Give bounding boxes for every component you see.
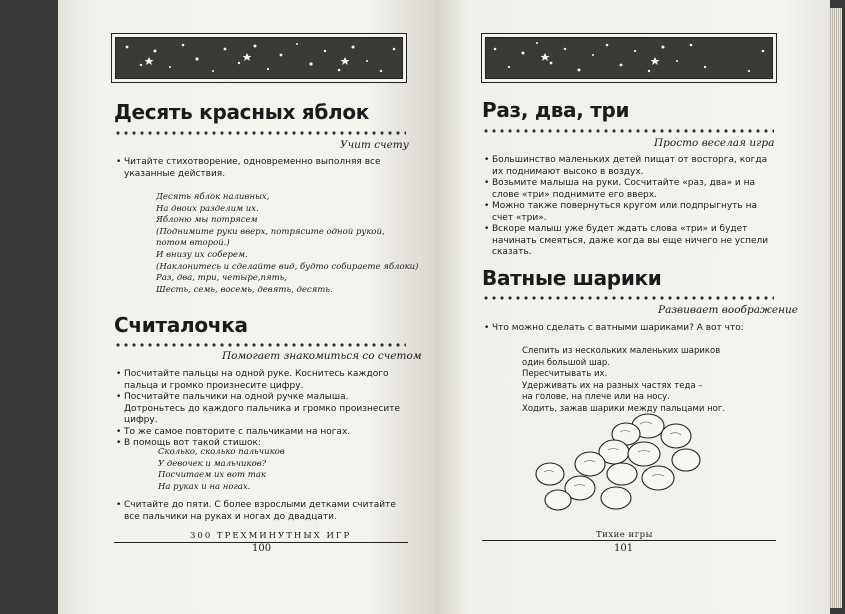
poem-line: один большой шар. [522,357,611,368]
stars-icon [115,37,403,79]
poem-line: Посчитаем их вот так [158,470,266,481]
page-number: 100 [252,543,272,554]
bullet-item: • Вскоре малыш уже будет ждать слова «три» и будет начинать смеяться, даже когда вы еще ничего не успели сказать. [484,224,772,259]
section-subtitle: Учит счету [340,139,409,151]
poem-line: (Наклонитесь и сделайте вид, будто собираете яблоки) [156,261,419,272]
bullet-item: • Большинство маленьких детей пищат от восторга, когда их поднимают высоко в воздух. [484,155,772,178]
footer-rule [482,540,776,541]
poem-block [156,192,418,296]
section-subtitle: Помогает знакомиться со счетом [222,350,422,362]
left-page [58,0,436,614]
right-page [436,0,830,614]
bullet-item: • Можно также повернуться кругом или подпрыгнуть на счет «три». [484,201,772,224]
bullet-item: • Читайте стихотворение, одновременно выполняя все указанные действия. [116,157,402,180]
moon-and-stars-icon [485,37,773,79]
section-bullets [116,157,402,180]
section-title: Раз, два, три [482,98,630,122]
poem-block [158,447,285,493]
dotted-divider [114,130,406,136]
poem-line: (Поднимите руки вверх, потрясите одной рукой, [156,226,385,237]
poem-line: И внизу их соберем. [156,249,248,260]
poem-line: Шесть, семь, восемь, девять, десять. [156,284,333,295]
bullet-item: • Возьмите малыша на руки. Сосчитайте «раз, два» и на слове «три» поднимите его вверх. [484,178,772,201]
dotted-divider [482,128,774,134]
bullet-item: • То же самое повторите с пальчиками на ногах. [116,427,402,439]
section-bullets [484,155,772,259]
page-number: 101 [614,543,634,554]
section-subtitle: Просто веселая игра [654,137,775,149]
running-footer: Тихие игры [596,530,653,540]
night-sky-banner [112,34,406,82]
section-subtitle: Развивает воображение [658,304,798,316]
poem-line: Сколько, сколько пальчиков [158,447,285,457]
poem-line: Десять яблок наливных, [156,192,270,202]
closing-paragraph [116,500,404,523]
poem-line: Раз, два, три, четыре,пять, [156,273,287,284]
poem-line: На руках и на ногах. [158,481,251,492]
dotted-divider [482,295,774,301]
poem-line: У девочек и мальчиков? [158,458,267,469]
poem-line: на голове, на плече или на носу. [522,392,670,403]
bullet-item: • Посчитайте пальчики на одной ручке малыша. Дотроньтесь до каждого пальчика и громко произнесите цифру. [116,392,402,427]
poem-line: Слепить из нескольких маленьких шариков [522,346,721,356]
poem-block [522,346,725,416]
night-sky-banner [482,34,776,82]
section-title: Считалочка [114,313,248,337]
poem-line: Яблоню мы потрясем [156,215,258,226]
running-footer: 300 ТРЕХМИНУТНЫХ ИГР [190,531,352,541]
section-bullets [116,369,402,450]
poem-line: потом второй.) [156,238,230,249]
bullet-item: • Посчитайте пальцы на одной руке. Коснитесь каждого пальца и громко произнесите цифру. [116,369,402,392]
cotton-balls-illustration [526,412,716,522]
poem-line: Пересчитывать их. [522,369,608,380]
section-title: Ватные шарики [482,266,662,290]
poem-line: Ходить, зажав шарики между пальцами ног. [522,403,726,414]
bullet-item: • Считайте до пяти. С более взрослыми детками считайте все пальчики на руках и ногах до двадцати. [116,500,404,523]
poem-line: Удерживать их на разных частях теда – [522,380,703,391]
bullet-item: • В помощь вот такой стишок: [116,438,402,450]
section-title: Десять красных яблок [114,100,370,124]
bullet-item: • Что можно сделать с ватными шариками? А вот что: [484,323,772,335]
section-bullets [484,323,772,335]
poem-line: На двоих разделим их. [156,203,259,214]
dotted-divider [114,342,406,348]
